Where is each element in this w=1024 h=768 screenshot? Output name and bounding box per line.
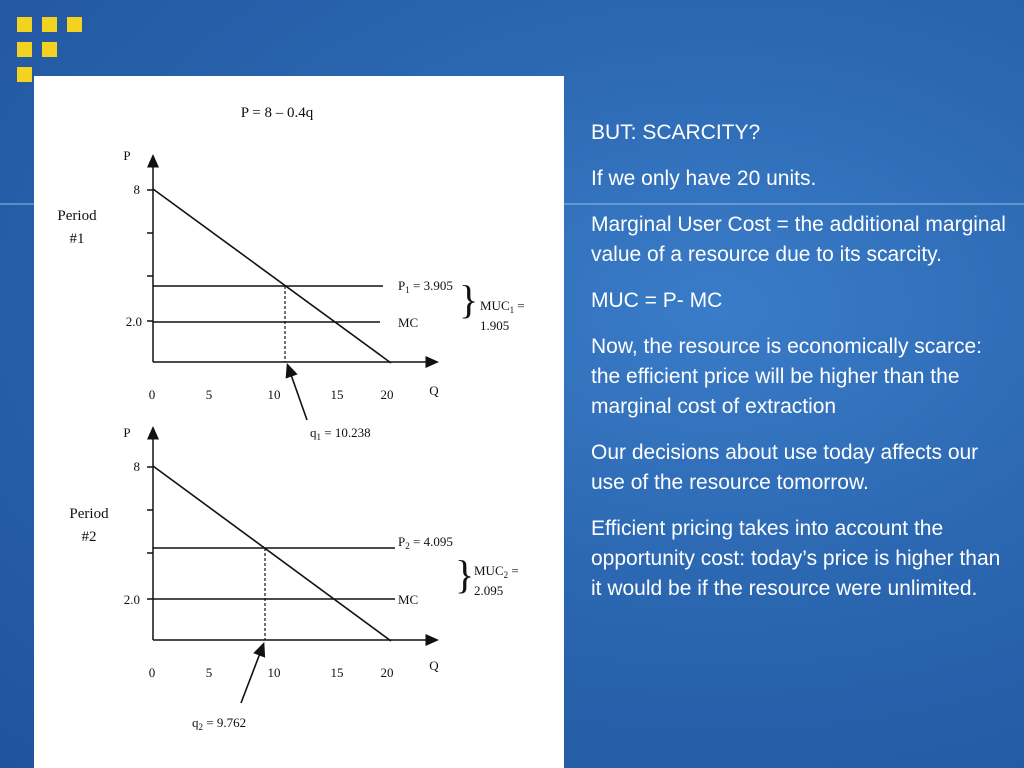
bullet-efficient-pricing: Efficient pricing takes into account the opportunity cost: today’s price is higher than it would be if the resource were unlimited. xyxy=(591,517,1001,600)
x-tick-label: 5 xyxy=(205,387,213,402)
muc-value: 1.905 xyxy=(480,318,510,333)
quantity-arrow xyxy=(289,369,307,420)
y-tick-label-2: 2.0 xyxy=(123,592,140,607)
y-tick-label-8: 8 xyxy=(133,459,140,474)
x-axis-label: Q xyxy=(429,658,439,673)
x-tick-label: 20 xyxy=(380,665,394,680)
brace-icon: } xyxy=(459,277,479,322)
period-label: Period xyxy=(69,506,109,522)
slide-text xyxy=(591,118,1006,620)
price-label: $P_2 = 4.095$ xyxy=(398,534,453,551)
y-axis-label: P xyxy=(123,148,131,163)
chart-period-1 xyxy=(57,148,524,442)
x-tick-label: 15 xyxy=(330,665,344,680)
muc-label: $MUC_1$ = xyxy=(480,298,525,315)
y-tick-label-2: 2.0 xyxy=(125,314,142,329)
quantity-label: $q_1 = 10.238$ xyxy=(310,425,371,442)
x-tick-label: 0 xyxy=(148,665,156,680)
bullet-twenty-units: If we only have 20 units. xyxy=(591,167,817,190)
y-axis-label: P xyxy=(123,425,131,440)
mc-label: MC xyxy=(398,315,419,330)
chart-period-2 xyxy=(69,425,518,732)
equation-title: P = 8 – 0.4q xyxy=(240,105,314,121)
x-tick-label: 5 xyxy=(205,665,213,680)
price-label: $P_1 = 3.905$ xyxy=(398,278,453,295)
x-axis-label: Q xyxy=(429,383,439,398)
brace-icon: } xyxy=(455,552,475,597)
period-label: Period xyxy=(57,208,97,224)
muc-value: 2.095 xyxy=(474,583,504,598)
quantity-arrow xyxy=(241,648,262,703)
demand-line xyxy=(153,189,391,363)
muc-label: $MUC_2$ = xyxy=(474,563,519,580)
x-tick-label: 10 xyxy=(267,665,281,680)
bullet-economically-scarce: Now, the resource is economically scarce: the efficient price will be higher than the marginal cost of extraction xyxy=(591,335,982,418)
period-number: #2 xyxy=(81,529,97,545)
bullet-scarcity: BUT: SCARCITY? xyxy=(591,121,761,144)
bullet-muc-formula: MUC = P- MC xyxy=(591,289,723,312)
x-tick-label: 20 xyxy=(380,387,394,402)
period-number: #1 xyxy=(69,231,85,247)
x-tick-label: 10 xyxy=(267,387,281,402)
bullet-muc-definition: Marginal User Cost = the additional marginal value of a resource due to its scarcity. xyxy=(591,213,1006,266)
y-tick-label-8: 8 xyxy=(133,182,140,197)
x-tick-label: 15 xyxy=(330,387,344,402)
demand-line xyxy=(153,466,391,641)
mc-label: MC xyxy=(398,592,419,607)
quantity-label: $q_2 = 9.762$ xyxy=(192,715,247,732)
bullet-decisions-today: Our decisions about use today affects our use of the resource tomorrow. xyxy=(591,441,979,494)
x-tick-label: 0 xyxy=(148,387,156,402)
